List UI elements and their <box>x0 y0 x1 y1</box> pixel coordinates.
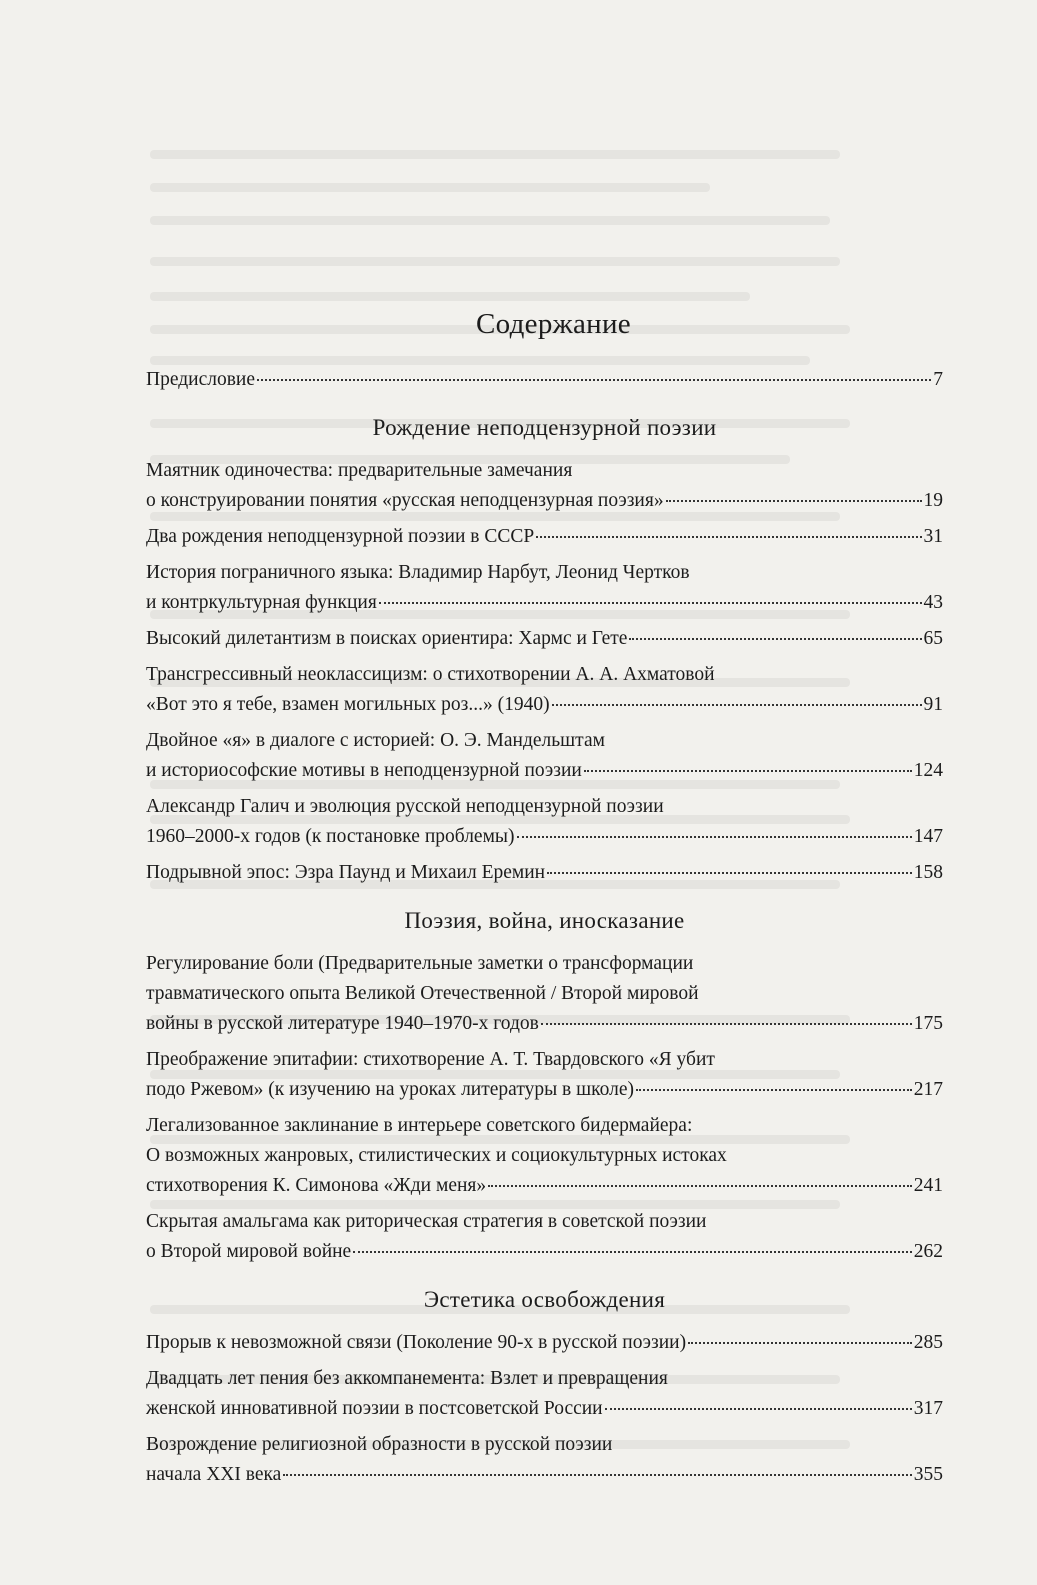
section-title: Эстетика освобождения <box>423 1287 666 1312</box>
entry-title: Предисловие <box>146 369 256 390</box>
table-of-contents <box>146 308 943 1496</box>
entry-page: 262 <box>913 1241 943 1262</box>
entry-title-line: Двадцать лет пения без аккомпанемента: Взлет и превращения <box>146 1368 668 1389</box>
entry-title: женской инновативной поэзии в постсоветской России <box>146 1398 603 1419</box>
dot-leader <box>541 1023 912 1025</box>
toc-entry <box>146 726 943 786</box>
entry-page: 124 <box>913 760 943 781</box>
entry-page: 317 <box>913 1398 943 1419</box>
entry-page: 217 <box>913 1079 943 1100</box>
entry-last-line <box>146 1075 943 1105</box>
entry-title-line: Легализованное заклинание в интерьере советского бидермайера: <box>146 1115 693 1136</box>
entry-title: начала XXI века <box>146 1464 282 1485</box>
dot-leader <box>257 379 931 381</box>
toc-entry <box>146 1328 943 1358</box>
dot-leader <box>536 536 921 538</box>
entry-title-line: травматического опыта Великой Отечественной / Второй мировой <box>146 983 699 1004</box>
dot-leader <box>517 836 912 838</box>
entry-title: подо Ржевом» (к изучению на уроках литературы в школе) <box>146 1079 635 1100</box>
entry-title-line: Александр Галич и эволюция русской неподцензурной поэзии <box>146 796 664 817</box>
entry-page: 147 <box>913 826 943 847</box>
entry-last-line <box>146 756 943 786</box>
toc-entry <box>146 624 943 654</box>
toc-entry <box>146 522 943 552</box>
entry-last-line <box>146 486 943 516</box>
entry-title: 1960–2000-х годов (к постановке проблемы) <box>146 826 515 847</box>
toc-entry <box>146 1111 943 1201</box>
dot-leader <box>353 1251 912 1253</box>
entry-page: 285 <box>913 1332 943 1353</box>
entry-title-line: Трансгрессивный неоклассицизм: о стихотворении А. А. Ахматовой <box>146 664 715 685</box>
toc-entry <box>146 1207 943 1267</box>
section-title: Рождение неподцензурной поэзии <box>372 415 717 440</box>
entry-page: 91 <box>923 694 943 715</box>
entry-last-line <box>146 1328 943 1358</box>
entry-title: о конструировании понятия «русская неподцензурная поэзия» <box>146 490 664 511</box>
entry-page: 31 <box>923 526 943 547</box>
dot-leader <box>636 1089 912 1091</box>
entry-page: 158 <box>913 862 943 883</box>
entry-title: Два рождения неподцензурной поэзии в СССР <box>146 526 535 547</box>
entry-title-line: Регулирование боли (Предварительные заметки о трансформации <box>146 953 694 974</box>
entry-title: стихотворения К. Симонова «Жди меня» <box>146 1175 487 1196</box>
entry-title-line: История пограничного языка: Владимир Нарбут, Леонид Чертков <box>146 562 690 583</box>
dot-leader <box>584 770 912 772</box>
toc-entry <box>146 792 943 852</box>
entry-title: войны в русской литературе 1940–1970-х годов <box>146 1013 539 1034</box>
entry-title: Высокий дилетантизм в поисках ориентира: Хармс и Гете <box>146 628 628 649</box>
entry-title: о Второй мировой войне <box>146 1241 352 1262</box>
entry-last-line <box>146 822 943 852</box>
entry-last-line <box>146 1237 943 1267</box>
entry-title-line: Двойное «я» в диалоге с историей: О. Э. Мандельштам <box>146 730 605 751</box>
entry-page: 43 <box>923 592 943 613</box>
toc-title: Содержание <box>476 308 631 340</box>
toc-entry <box>146 1430 943 1490</box>
entry-title-line: Маятник одиночества: предварительные замечания <box>146 460 573 481</box>
toc-entry <box>146 858 943 888</box>
entry-title-line: Преображение эпитафии: стихотворение А. Т. Твардовского «Я убит <box>146 1049 715 1070</box>
dot-leader <box>283 1474 911 1476</box>
dot-leader <box>666 500 922 502</box>
entry-page: 7 <box>933 369 943 390</box>
entry-page: 65 <box>923 628 943 649</box>
entry-page: 355 <box>913 1464 943 1485</box>
toc-entry-preface <box>146 365 943 395</box>
toc-entry <box>146 1364 943 1424</box>
dot-leader <box>688 1342 912 1344</box>
toc-entry <box>146 558 943 618</box>
toc-sections <box>146 415 943 1490</box>
dot-leader <box>379 602 922 604</box>
toc-entry <box>146 949 943 1039</box>
entry-page: 241 <box>913 1175 943 1196</box>
entry-page: 19 <box>923 490 943 511</box>
entry-last-line <box>146 624 943 654</box>
entry-title-line: О возможных жанровых, стилистических и социокультурных истоках <box>146 1145 727 1166</box>
dot-leader <box>488 1185 912 1187</box>
entry-title: и контркультурная функция <box>146 592 377 613</box>
entry-last-line <box>146 1460 943 1490</box>
dot-leader <box>605 1408 912 1410</box>
entry-last-line <box>146 1009 943 1039</box>
entry-last-line <box>146 522 943 552</box>
entry-last-line <box>146 690 943 720</box>
entry-title: Подрывной эпос: Эзра Паунд и Михаил Еремин <box>146 862 546 883</box>
dot-leader <box>552 704 922 706</box>
entry-page: 175 <box>913 1013 943 1034</box>
entry-last-line <box>146 588 943 618</box>
entry-title-line: Возрождение религиозной образности в русской поэзии <box>146 1434 613 1455</box>
entry-title: Прорыв к невозможной связи (Поколение 90-х в русской поэзии) <box>146 1332 687 1353</box>
toc-entry <box>146 660 943 720</box>
entry-title-line: Скрытая амальгама как риторическая стратегия в советской поэзии <box>146 1211 707 1232</box>
dot-leader <box>547 872 912 874</box>
entry-title: «Вот это я тебе, взамен могильных роз...» (1940) <box>146 694 550 715</box>
section-title: Поэзия, война, иносказание <box>404 908 685 933</box>
dot-leader <box>629 638 921 640</box>
entry-last-line <box>146 858 943 888</box>
toc-entry <box>146 456 943 516</box>
entry-last-line <box>146 1171 943 1201</box>
entry-title: и историософские мотивы в неподцензурной поэзии <box>146 760 582 781</box>
entry-last-line <box>146 1394 943 1424</box>
toc-entry <box>146 1045 943 1105</box>
